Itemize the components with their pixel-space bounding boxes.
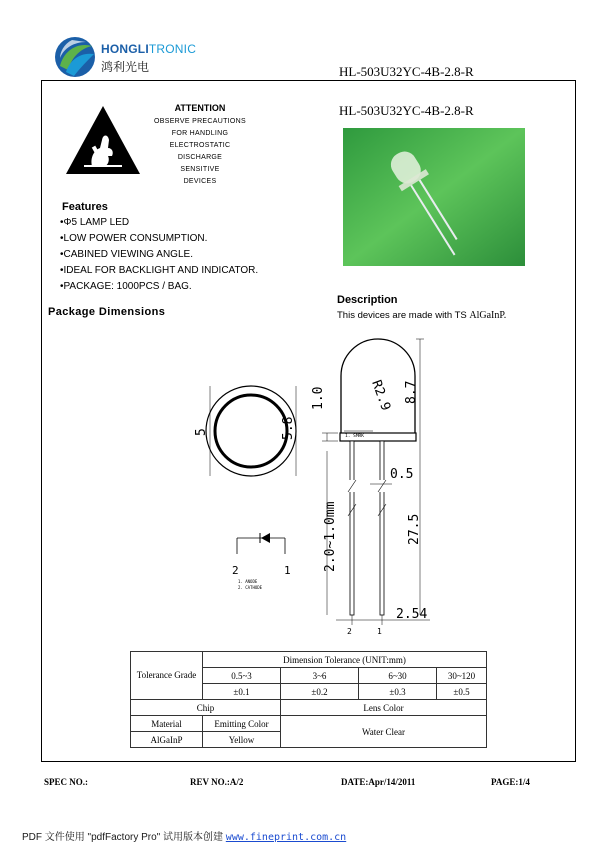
company-name	[101, 42, 196, 56]
description-chemistry: AlGaInP.	[469, 310, 507, 321]
pin-legend-2: 2. CATHODE	[238, 585, 263, 590]
lead-label-2: 2	[347, 627, 352, 636]
diode-symbol-icon	[237, 533, 285, 554]
dim-flange: 5.8	[281, 416, 296, 440]
dim-pitch: 2.54	[396, 607, 428, 622]
header-part-number: HL-503U32YC-4B-2.8-R	[339, 64, 474, 79]
company-logo-icon	[54, 36, 96, 78]
footer-date: DATE:Apr/14/2011	[341, 777, 416, 787]
esd-warning-icon	[64, 104, 142, 176]
watermark-link[interactable]: www.fineprint.com.cn	[225, 832, 347, 843]
attention-line: DISCHARGE	[177, 154, 223, 161]
pin-label-2: 2	[232, 564, 239, 577]
emitting-color-value: Yellow	[203, 732, 281, 748]
attention-title: ATTENTION	[174, 103, 226, 113]
feature-item: •IDEAL FOR BACKLIGHT AND INDICATOR.	[60, 265, 259, 276]
tolerance-table	[130, 651, 487, 748]
tolerance-value-cell: ±0.5	[437, 684, 487, 700]
lens-color-header: Lens Color	[281, 700, 487, 716]
attention-line: SENSITIVE	[180, 166, 220, 173]
range-cell: 3~6	[281, 668, 359, 684]
watermark-text: PDF 文件使用 "pdfFactory Pro" 试用版本创建	[22, 832, 226, 843]
tolerance-value-cell: ±0.1	[203, 684, 281, 700]
feature-item: •CABINED VIEWING ANGLE.	[60, 249, 193, 260]
tolerance-grade-cell: Tolerance Grade	[131, 652, 203, 700]
product-part-number: HL-503U32YC-4B-2.8-R	[339, 103, 474, 118]
footer-rev-no: REV NO.:A/2	[190, 777, 244, 787]
attention-line: DEVICES	[183, 178, 217, 185]
range-cell: 6~30	[359, 668, 437, 684]
company-name-cn: 鸿利光电	[101, 60, 150, 74]
features-title: Features	[62, 201, 108, 213]
range-cell: 0.5~3	[203, 668, 281, 684]
tolerance-value-cell: ±0.3	[359, 684, 437, 700]
lens-color-value: Water Clear	[281, 716, 487, 748]
tolerance-header: Dimension Tolerance (UNIT:mm)	[203, 652, 487, 668]
pin-legend-1: 1. ANODE	[238, 579, 258, 584]
material-value: AlGaInP	[131, 732, 203, 748]
lead-cathode	[350, 441, 354, 615]
footer-page: PAGE:1/4	[491, 777, 530, 787]
chip-header: Chip	[131, 700, 281, 716]
range-cell: 30~120	[437, 668, 487, 684]
emitting-color-header: Emitting Color	[203, 716, 281, 732]
dim-height: 8.7	[404, 380, 419, 404]
footer-spec-no: SPEC NO.:	[44, 777, 89, 787]
dim-lead-length: 27.5	[407, 513, 422, 545]
pin-label-1: 1	[284, 564, 291, 577]
description-title: Description	[337, 294, 398, 306]
package-dimension-drawing	[180, 330, 460, 640]
dim-lead-gap: 2.0~1.0mm	[323, 501, 338, 572]
feature-item: •Φ5 LAMP LED	[60, 217, 130, 228]
company-name-prefix: HONGLI	[101, 42, 149, 56]
dim-diameter: 5	[194, 428, 209, 436]
feature-item: •PACKAGE: 1000PCS / BAG.	[60, 281, 192, 292]
lead-anode	[380, 441, 384, 615]
description-text-prefix: This devices are made with TS	[337, 310, 470, 321]
feature-item: •LOW POWER CONSUMPTION.	[60, 233, 208, 244]
dim-flange-height: 1.0	[311, 386, 326, 410]
led-product-photo	[343, 128, 525, 266]
attention-line: FOR HANDLING	[171, 130, 229, 137]
package-dimensions-title: Package Dimensions	[48, 306, 166, 318]
description-text	[337, 310, 506, 321]
dim-radius: R2.9	[368, 378, 394, 413]
dim-lead-width: 0.5	[390, 467, 414, 482]
attention-line: OBSERVE PRECAUTIONS	[154, 118, 246, 125]
company-name-suffix: TRONIC	[148, 42, 197, 56]
lead-label-1: 1	[377, 627, 382, 636]
pdf-watermark	[22, 828, 346, 843]
attention-line: ELECTROSTATIC	[169, 142, 231, 149]
tolerance-value-cell: ±0.2	[281, 684, 359, 700]
material-header: Material	[131, 716, 203, 732]
top-view-lens	[215, 395, 287, 467]
polarity-mark: 1. SMRK	[345, 434, 364, 439]
